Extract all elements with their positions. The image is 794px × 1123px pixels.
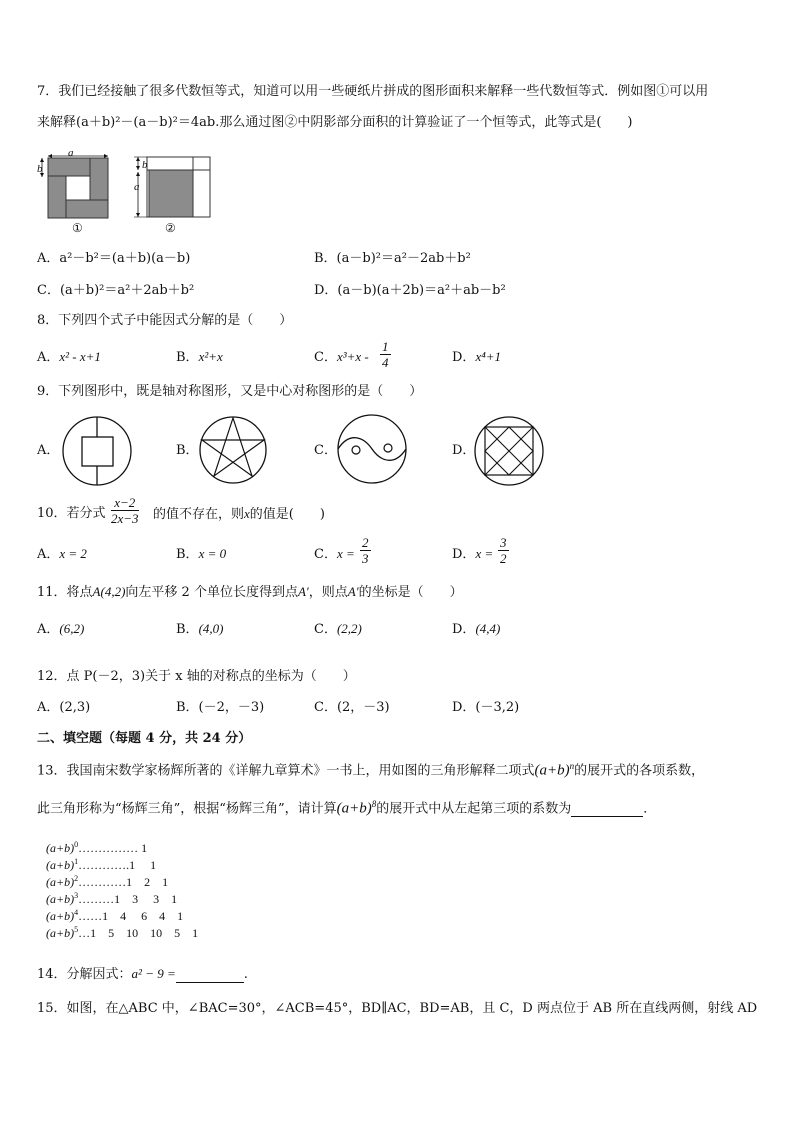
q8-option-a[interactable]: A．x² - x+1: [37, 349, 101, 365]
q11-option-d[interactable]: D．(4,4): [452, 621, 501, 637]
q7-stem-line1: 7．我们已经接触了很多代数恒等式，知道可以用一些硬纸片拼成的图形面积来解释一些代数恒等式．例如图①可以用: [37, 84, 709, 99]
q8-option-c[interactable]: C．x³+x -: [314, 349, 369, 365]
q12-option-a[interactable]: A．(2,3): [37, 700, 91, 715]
q10-c-fraction: $\frac{2}{3}$: [362, 535, 369, 566]
q14-answer-blank[interactable]: [176, 966, 244, 983]
q13-line1: 13．我国南宋数学家杨辉所著的《详解九章算术》一书上，用如图的三角形解释二项式$(a+b)^n$的展开式的各项系数，: [37, 761, 705, 779]
q11-option-b[interactable]: B．(4,0): [176, 621, 224, 637]
q8-option-b[interactable]: B．x²+x: [176, 349, 223, 365]
q7-fig1-caption: ①: [72, 221, 83, 235]
q10-option-d[interactable]: D．x =: [452, 546, 494, 562]
q13-answer-blank[interactable]: [571, 800, 643, 817]
yanghui-row: $(a+b)^3\dots\dots\dots 1$ 3 3 1: [46, 891, 178, 906]
q12-option-b[interactable]: B．(－2，－3): [176, 700, 265, 715]
q10-d-fraction: $\frac{3}{2}$: [500, 535, 507, 566]
q7-option-b[interactable]: B．(a－b)²＝a²－2ab＋b²: [314, 251, 471, 266]
q9-option-b-label[interactable]: B．: [176, 443, 199, 458]
q7-fig1-a-label: a: [68, 147, 74, 159]
q11-stem: 11．将点A(4,2)向左平移 2 个单位长度得到点A′，则点A′的坐标是（ ）: [37, 584, 463, 600]
q8-option-d[interactable]: D．x⁴+1: [452, 349, 501, 365]
yanghui-row: $(a+b)^1\dots\dots\dots\dots.1$ 1: [46, 857, 157, 872]
q9-figure-a[interactable]: [62, 416, 134, 488]
q9-figure-b[interactable]: [199, 416, 271, 488]
q9-option-a-label[interactable]: A．: [37, 443, 60, 458]
q10-option-b[interactable]: B．x = 0: [176, 546, 227, 562]
q7-stem-line2: 来解释(a＋b)²－(a－b)²＝4ab.那么通过图②中阴影部分面积的计算验证了一个恒等式，此等式是( ): [37, 115, 633, 130]
q10-option-a[interactable]: A．x = 2: [37, 546, 87, 562]
yanghui-row: $(a+b)^0\dots\dots\dots\dots\dots$ 1: [46, 840, 148, 855]
q8-c-fraction: $\frac{1}{4}$: [382, 339, 389, 370]
q10-stem-tail: 的值不存在，则x的值是( ): [153, 506, 325, 522]
q10-stem: 10．若分式: [37, 506, 106, 521]
yanghui-triangle: [46, 838, 286, 948]
q7-option-c[interactable]: C．(a＋b)²＝a²＋2ab＋b²: [37, 283, 195, 298]
q15-stem: 15．如图，在△ABC 中，∠BAC=30°，∠ACB=45°，BD∥AC，BD=AB，且 C，D 两点位于 AB 所在直线两侧，射线 AD: [37, 1001, 758, 1016]
yanghui-row: $(a+b)^5\dots 1$ 5 10 10 5 1: [46, 925, 199, 940]
q8-stem: 8．下列四个式子中能因式分解的是（ ）: [37, 313, 293, 328]
q7-option-d[interactable]: D．(a－b)(a＋2b)＝a²＋ab－b²: [314, 283, 506, 298]
yanghui-row: $(a+b)^2\dots\dots\dots\dots 1$ 2 1: [46, 874, 169, 889]
q9-stem: 9．下列图形中，既是轴对称图形，又是中心对称图形的是（ ）: [37, 384, 423, 399]
q13-line2: 此三角形称为“杨辉三角”，根据“杨辉三角”，请计算$(a+b)^8$的展开式中从左起第三项的系数为 ．: [37, 799, 657, 817]
q12-stem: 12．点 P(－2，3)关于 x 轴的对称点的坐标为（ ）: [37, 669, 356, 684]
q12-option-c[interactable]: C．(2，－3): [314, 700, 390, 715]
q7-option-a[interactable]: A．a²－b²＝(a＋b)(a－b): [37, 251, 191, 266]
q11-option-a[interactable]: A．(6,2): [37, 621, 85, 637]
q9-option-c-label[interactable]: C．: [314, 443, 337, 458]
q7-fig2-a-label: a: [134, 181, 140, 193]
q9-option-d-label[interactable]: D．: [452, 443, 476, 458]
q7-fig1-b-label: b: [37, 163, 43, 175]
q10-fraction: $\frac{x-2}{2x-3}$: [111, 495, 139, 526]
q9-figure-d[interactable]: [474, 416, 546, 488]
section-title-fill-in: 二、填空题（每题 4 分，共 24 分）: [37, 731, 252, 746]
q7-fig2-b-label: b: [142, 159, 148, 171]
q9-figure-c[interactable]: [337, 414, 409, 486]
yanghui-row: $(a+b)^4\dots\dots 1$ 4 6 4 1: [46, 908, 184, 923]
q14-line: 14．分解因式：a² − 9 = .: [37, 966, 248, 982]
q12-option-d[interactable]: D．(－3,2): [452, 700, 520, 715]
q10-option-c[interactable]: C．x =: [314, 546, 355, 562]
q11-option-c[interactable]: C．(2,2): [314, 621, 362, 637]
q7-fig2-caption: ②: [165, 221, 176, 235]
